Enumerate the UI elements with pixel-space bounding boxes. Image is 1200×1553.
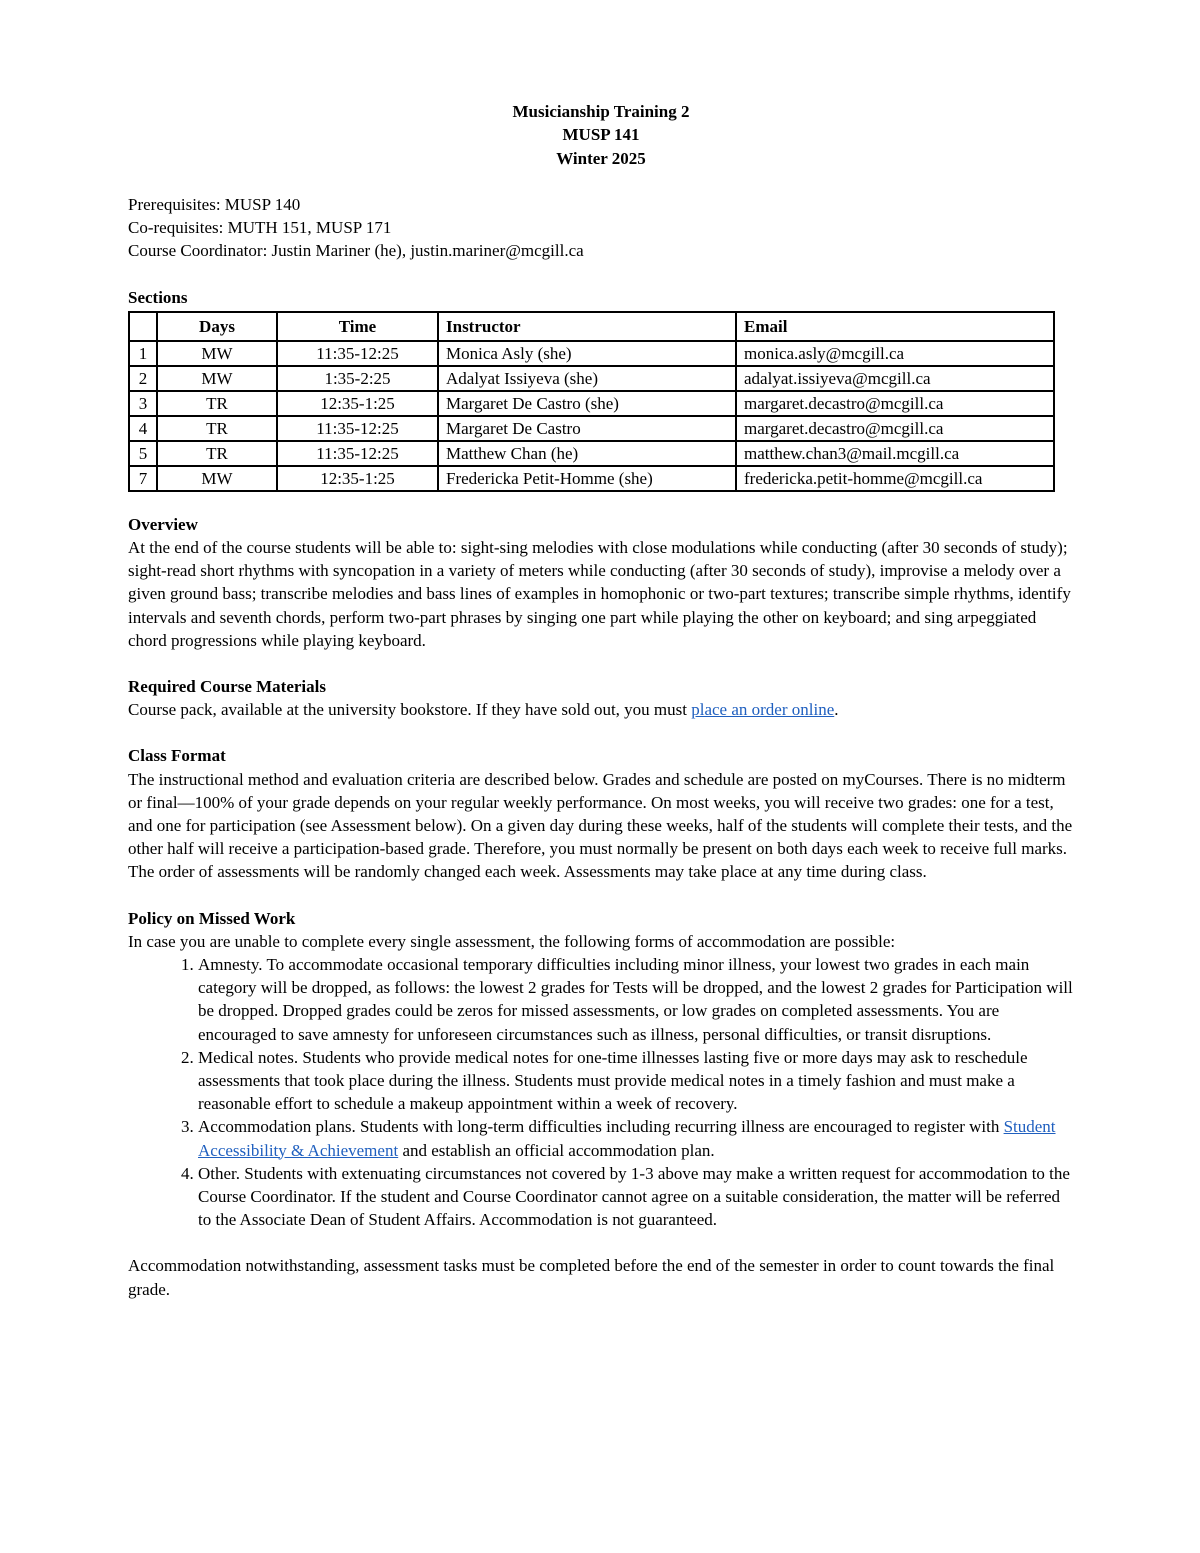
instructor-cell: Fredericka Petit-Homme (she) <box>438 466 736 491</box>
days-cell: MW <box>157 341 277 366</box>
materials-paragraph <box>128 698 1074 721</box>
table-row <box>129 441 1054 466</box>
days-cell: MW <box>157 466 277 491</box>
section-cell: 7 <box>129 466 157 491</box>
class-format-heading: Class Format <box>128 746 226 766</box>
instructor-cell: Monica Asly (she) <box>438 341 736 366</box>
instructor-cell: Margaret De Castro (she) <box>438 391 736 416</box>
overview-heading: Overview <box>128 514 198 534</box>
policy-list <box>128 953 1074 1231</box>
document-content <box>128 100 1074 1301</box>
column-header-section <box>129 312 157 341</box>
policy-item-text-end: and establish an official accommodation plan. <box>398 1140 715 1160</box>
email-cell: adalyat.issiyeva@mcgill.ca <box>736 366 1054 391</box>
place-order-link[interactable]: place an order online <box>691 700 835 720</box>
course-code: MUSP 141 <box>562 125 640 145</box>
prerequisites-line: Prerequisites: MUSP 140 <box>128 194 301 214</box>
course-term: Winter 2025 <box>556 148 646 168</box>
table-row <box>129 391 1054 416</box>
email-cell: margaret.decastro@mcgill.ca <box>736 416 1054 441</box>
instructor-cell: Adalyat Issiyeva (she) <box>438 366 736 391</box>
column-header-time: Time <box>277 312 438 341</box>
policy-item-medical-notes: 2. Medical notes. Students who provide medical notes for one-time illnesses lasting five or more days may ask to reschedule assessments that took place during the illness. Students must provide medical notes in a timely fashion and must make a reasonable effort to schedule a makeup appointment within a week of recovery. <box>198 1046 1074 1116</box>
time-cell: 11:35-12:25 <box>277 441 438 466</box>
policy-closing-paragraph: Accommodation notwithstanding, assessment tasks must be completed before the end of the semester in order to count towards the final grade. <box>128 1256 1055 1299</box>
days-cell: TR <box>157 391 277 416</box>
table-header-row <box>129 312 1054 341</box>
overview-paragraph: At the end of the course students will be able to: sight-sing melodies with close modulations while conducting (after 30 seconds of study); sight-read short rhythms with syncopation in a variety of meters while conducting (after 30 seconds of study), improvise a melody over a given ground bass; transcribe melodies and bass lines of examples in homophonic or two-part textures; transcribe simple rhythms, identify intervals and seventh chords, perform two-part phrases by singing one part while playing the other on keyboard; and sing arpeggiated chord progressions while playing keyboard. <box>128 537 1071 650</box>
days-cell: MW <box>157 366 277 391</box>
time-cell: 11:35-12:25 <box>277 416 438 441</box>
sections-table <box>128 311 1055 492</box>
email-cell: margaret.decastro@mcgill.ca <box>736 391 1054 416</box>
materials-text: Course pack, available at the university bookstore. If they have sold out, you must <box>128 700 692 720</box>
time-cell: 12:35-1:25 <box>277 391 438 416</box>
table-row <box>129 466 1054 491</box>
section-cell: 1 <box>129 341 157 366</box>
column-header-instructor: Instructor <box>438 312 736 341</box>
policy-item-accommodation-plans <box>198 1115 1074 1161</box>
class-format-paragraph: The instructional method and evaluation criteria are described below. Grades and schedule are posted on myCourses. There is no midterm or final—100% of your grade depends on your regular weekly performance. On most weeks, you will receive two grades: one for a test, and one for participation (see Assessment below). On a given day during these weeks, half of the students will complete their tests, and the other half will receive a participation-based grade. Therefore, you must normally be present on both days each week to receive full marks. The order of assessments will be randomly changed each week. Assessments may take place at any time during class. <box>128 769 1073 882</box>
email-cell: monica.asly@mcgill.ca <box>736 341 1054 366</box>
policy-heading: Policy on Missed Work <box>128 908 296 928</box>
section-cell: 2 <box>129 366 157 391</box>
time-cell: 11:35-12:25 <box>277 341 438 366</box>
policy-item-other: 4. Other. Students with extenuating circumstances not covered by 1-3 above may make a written request for accommodation to the Course Coordinator. If the student and Course Coordinator cannot agree on a suitable consideration, the matter will be referred to the Associate Dean of Student Affairs. Accommodation is not guaranteed. <box>198 1162 1074 1232</box>
table-row <box>129 341 1054 366</box>
days-cell: TR <box>157 416 277 441</box>
time-cell: 12:35-1:25 <box>277 466 438 491</box>
table-row <box>129 366 1054 391</box>
instructor-cell: Margaret De Castro <box>438 416 736 441</box>
section-cell: 5 <box>129 441 157 466</box>
title-block <box>128 100 1074 170</box>
policy-item-text: Accommodation plans. Students with long-term difficulties including recurring illness are encouraged to register with <box>198 1117 1004 1137</box>
section-cell: 3 <box>129 391 157 416</box>
email-cell: fredericka.petit-homme@mcgill.ca <box>736 466 1054 491</box>
table-row <box>129 416 1054 441</box>
column-header-email: Email <box>736 312 1054 341</box>
column-header-days: Days <box>157 312 277 341</box>
days-cell: TR <box>157 441 277 466</box>
instructor-cell: Matthew Chan (he) <box>438 441 736 466</box>
section-cell: 4 <box>129 416 157 441</box>
course-title: Musicianship Training 2 <box>512 102 690 121</box>
corequisites-line: Co-requisites: MUTH 151, MUSP 171 <box>128 218 392 238</box>
sections-heading: Sections <box>128 287 188 307</box>
coordinator-line: Course Coordinator: Justin Mariner (he), justin.mariner@mcgill.ca <box>128 241 584 261</box>
student-accessibility-link[interactable]: Student Accessibility & Achievement <box>198 1117 1056 1160</box>
materials-heading: Required Course Materials <box>128 676 326 696</box>
policy-intro: In case you are unable to complete every single assessment, the following forms of accommodation are possible: <box>128 931 896 951</box>
time-cell: 1:35-2:25 <box>277 366 438 391</box>
materials-text-end: . <box>834 700 839 720</box>
policy-item-amnesty: 1. Amnesty. To accommodate occasional temporary difficulties including minor illness, your lowest two grades in each main category will be dropped, as follows: the lowest 2 grades for Tests will be dropped, and the lowest 2 grades for Participation will be dropped. Dropped grades could be zeros for missed assessments, or low grades on completed assessments. You are encouraged to save amnesty for unforeseen circumstances such as illness, personal difficulties, or transit disruptions. <box>198 953 1074 1046</box>
email-cell: matthew.chan3@mail.mcgill.ca <box>736 441 1054 466</box>
